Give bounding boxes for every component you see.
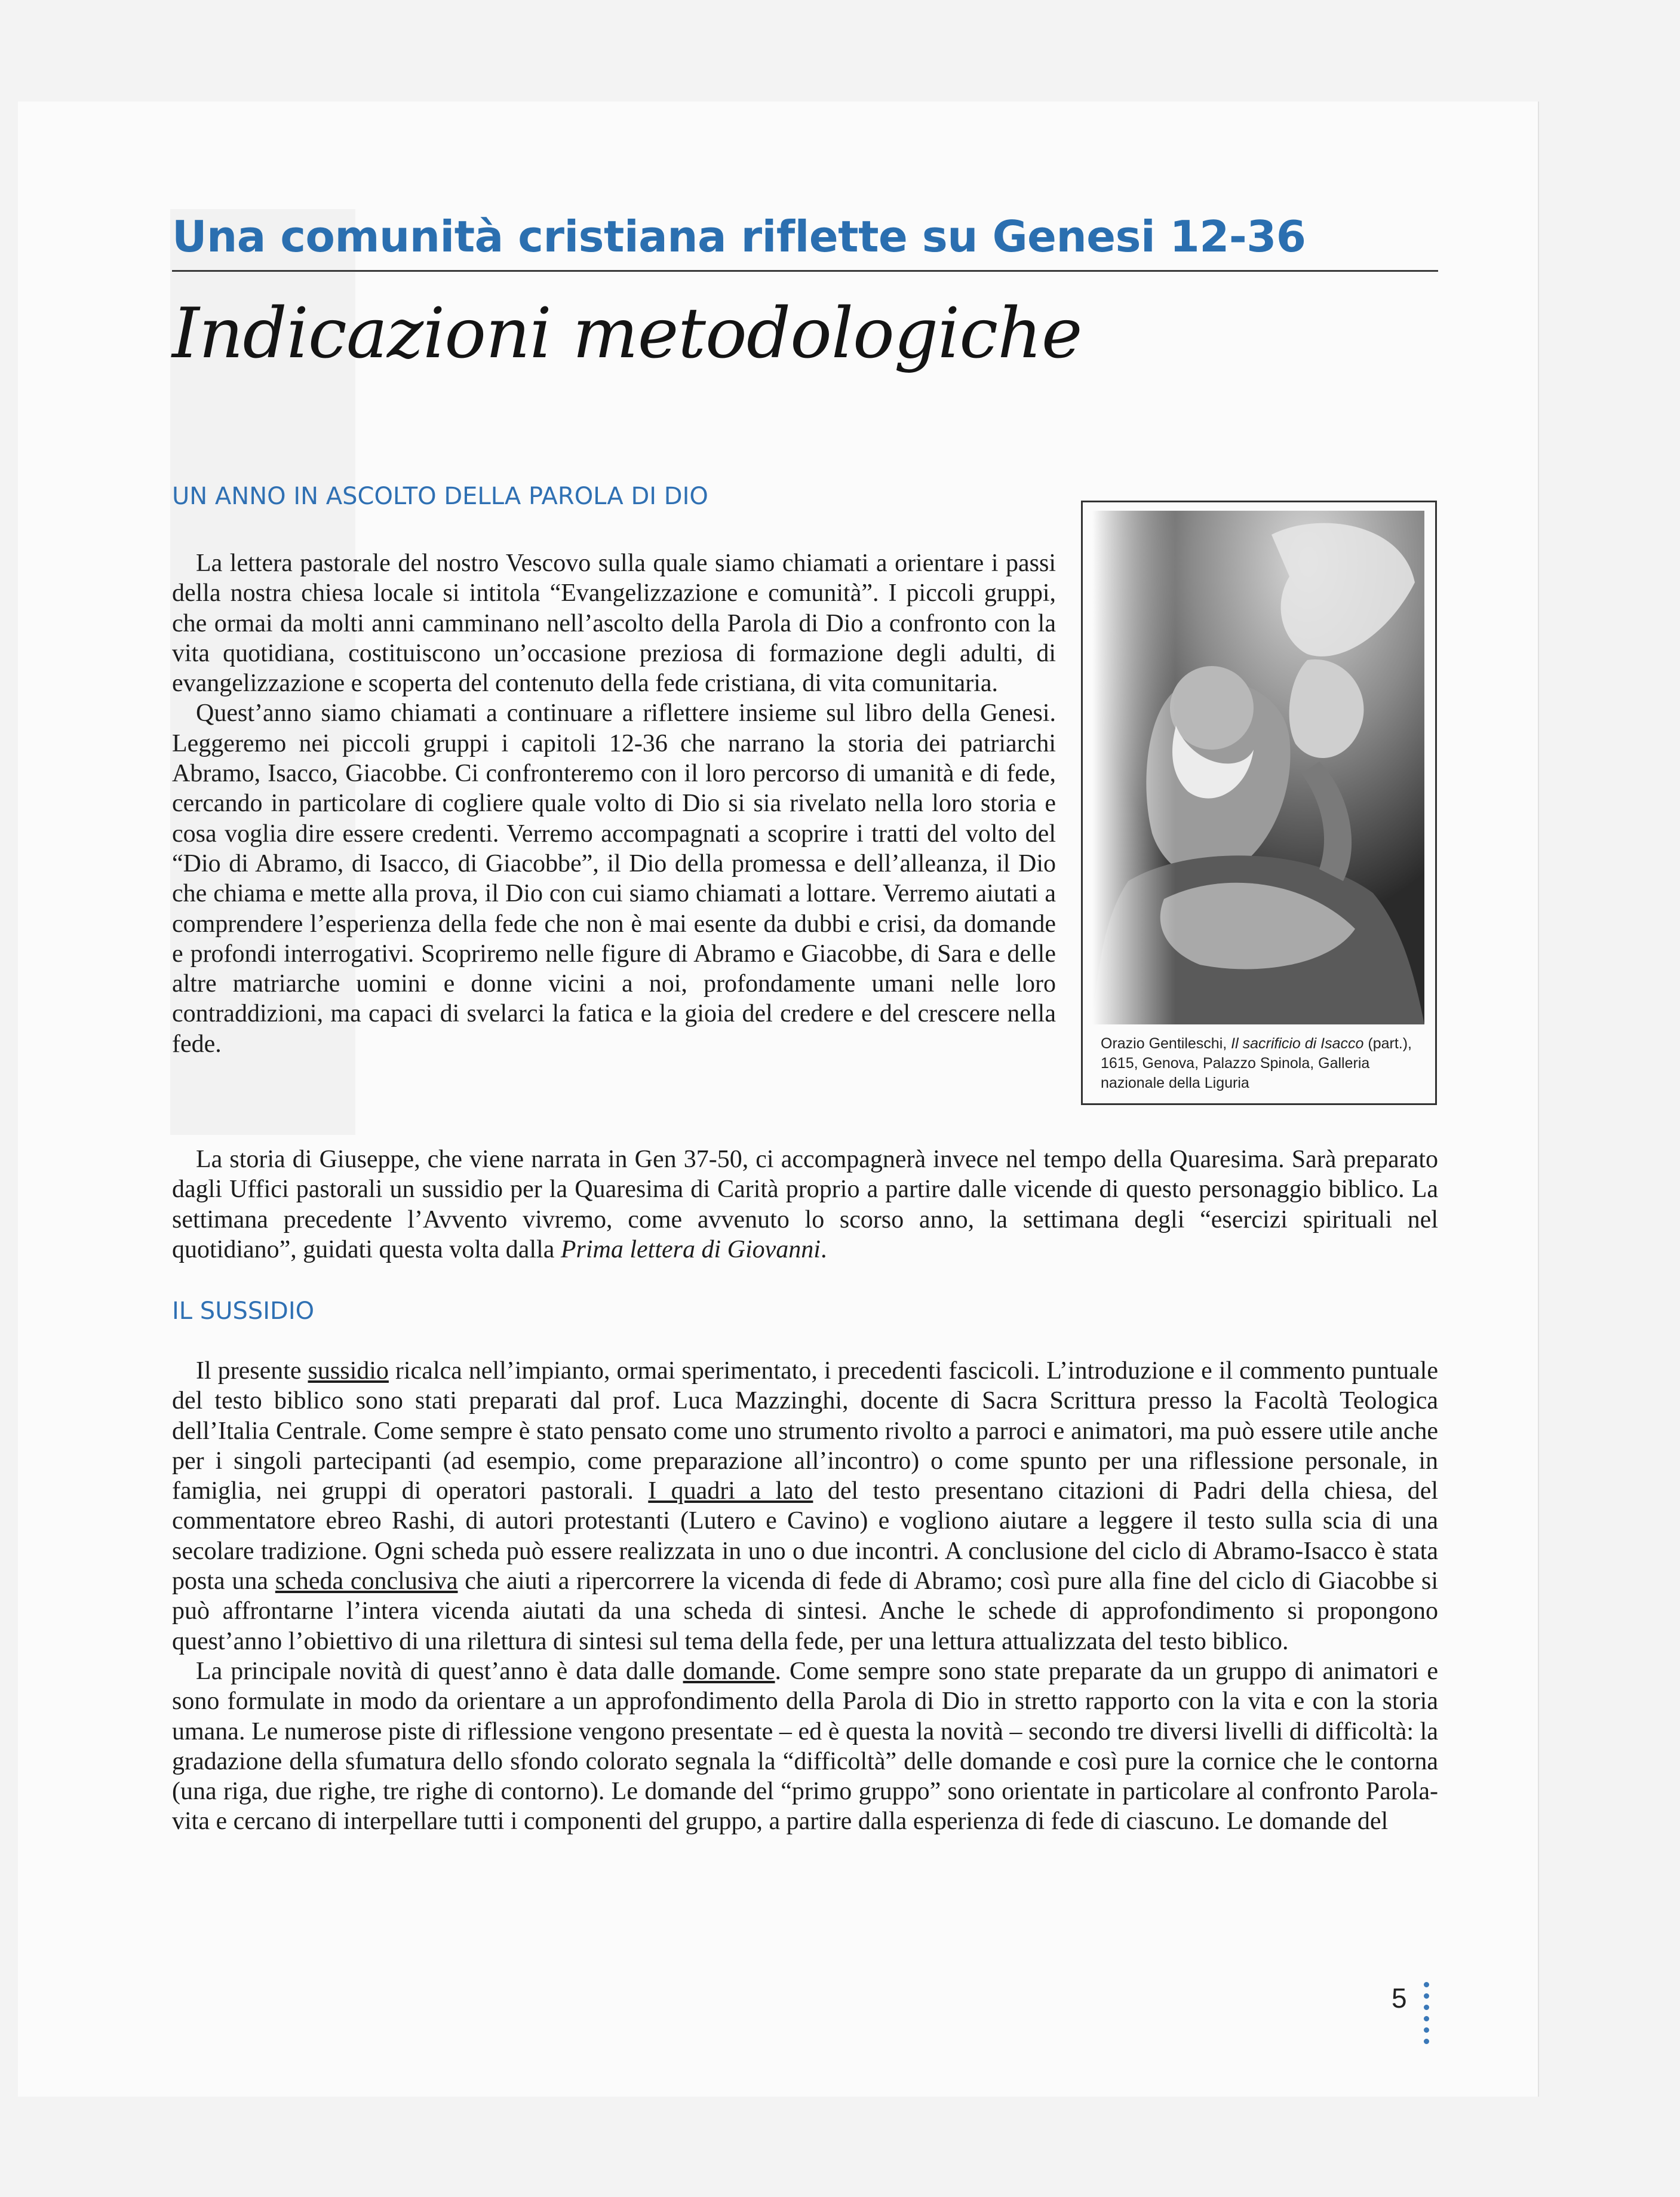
paragraph-end: .: [820, 1235, 827, 1263]
text-run: ricalca nell’impianto, ormai sperimentato, i precedenti fascicoli. L’introduzione e il commento puntuale del testo biblico sono stati preparati dal prof. Luca Mazzinghi, docente di Sacra Scrittura presso la Facoltà Teologica dell’Italia Centrale. Come sempre è stato pensato come uno strumento rivolto a parroci e animatori, ma può essere utile anche per i singoli partecipanti (ad esempio, come preparazione all’incontro) o come spunto per una riflessione personale, in famiglia, nei gruppi di operatori pastorali.: [172, 1357, 1438, 1505]
paragraph-text: La storia di Giuseppe, che viene narrata in Gen 37-50, ci accompagnerà invece nel tempo della Quaresima. Sarà preparato dagli Uffici pastorali un sussidio per la Quaresima di Carità proprio a partire dalle vicende di questo personaggio biblico. La settimana precedente l’Avvento vivremo, come avvenuto lo scorso anno, la settimana degli “esercizi spirituali nel quotidiano”, guidati questa volta dalla: [172, 1146, 1438, 1263]
paragraph: [172, 1144, 1438, 1265]
section-heading-anno: UN ANNO IN ASCOLTO DELLA PAROLA DI DIO: [172, 483, 708, 510]
painting-image: [1092, 511, 1424, 1024]
caption-work-title: Il sacrificio di Isacco: [1231, 1035, 1364, 1052]
title-divider: [172, 270, 1438, 272]
series-title: Una comunità cristiana riflette su Genesi 12-36: [172, 211, 1306, 262]
text-run: La principale novità di quest’anno è data dalle: [196, 1657, 683, 1685]
caption-details: (part.), 1615, Genova, Palazzo Spinola, Galleria nazionale della Liguria: [1101, 1035, 1412, 1091]
ornament-dot: [1424, 1993, 1429, 1999]
section-anno-body: [172, 548, 1056, 1059]
paragraph: La lettera pastorale del nostro Vescovo sulla quale siamo chiamati a orientare i passi della nostra chiesa locale si intitola “Evangelizzazione e comunità”. I piccoli gruppi, che ormai da molti anni camminano nell’ascolto della Parola di Dio a confronto con la vita quotidiana, costituiscono un’occasione preziosa di formazione degli adulti, di evangelizzazione e scoperta del contenuto della fede cristiana, di vita comunitaria.: [172, 550, 1056, 698]
section-heading-sussidio: IL SUSSIDIO: [172, 1297, 315, 1325]
text-run: . Come sempre sono state preparate da un gruppo di animatori e sono formulate in modo da orientare a un approfondimento della Parola di Dio in stretto rapporto con la vita e con la storia umana. Le numerose piste di riflessione vengono presentate – ed è questa la novità – secondo tre diversi livelli di difficoltà: la gradazione della sfumatura dello sfondo colorato segnala la “difficoltà” delle domande e così pure la cornice che le contorna (una riga, due righe, tre righe di contorno). Le domande del “primo gruppo” sono orientate in particolare al confronto Parola-vita e cercano di interpellare tutti i componenti del gruppo, a partire dalla esperienza di fede di ciascuno. Le domande del: [172, 1657, 1438, 1836]
text-run: del testo presentano citazioni di Padri della chiesa, del commentatore ebreo Rashi, di autori protestanti (Lutero e Cavino) e vogliono aiutare a leggere il testo sulla scia di una secolare tradizione. Ogni scheda può essere realizzata in uno o due incontri. A conclusione del ciclo di Abramo-Isacco è stata posta una: [172, 1477, 1439, 1595]
paragraph: [172, 1356, 1438, 1656]
scheda-conclusiva-link: scheda conclusiva: [275, 1567, 458, 1595]
paragraph: [172, 1656, 1438, 1837]
page-title: Indicazioni metodologiche: [172, 293, 1082, 374]
quadri-a-lato-link: I quadri a lato: [648, 1477, 813, 1505]
page-number: 5: [1392, 1983, 1407, 2014]
text-run: Il presente: [196, 1357, 308, 1385]
paragraph: Quest’anno siamo chiamati a continuare a riflettere insieme sul libro della Genesi. Leggeremo nei piccoli gruppi i capitoli 12-36 che narrano la storia dei patriarchi Abramo, Isacco, Giacobbe. Ci confronteremo con il loro percorso di umanità e di fede, cercando in particolare di cogliere quale volto di Dio si sia rivelato nella loro storia e cosa voglia dire essere credenti. Verremo accompagnati a scoprire i tratti del volto del “Dio di Abramo, di Isacco, di Giacobbe”, il Dio della promessa e dell’alleanza, il Dio che chiama e mette alla prova, il Dio con cui siamo chiamati a lottare. Verremo aiutati a comprendere l’esperienza della fede che non è mai esente da dubbi e crisi, da domande e profondi interrogativi. Scopriremo nelle figure di Abramo e Giacobbe, di Sara e delle altre matriarche uomini e donne vicini a noi, profondamente umani nelle loro contraddizioni, ma capaci di svelarci la fatica e la gioia del credere e del crescere nella fede.: [172, 699, 1056, 1058]
figure-caption: [1101, 1034, 1417, 1093]
ornament-dot: [1424, 2016, 1429, 2021]
ornament-dot: [1424, 2027, 1429, 2033]
section-anno-body-wide: [172, 1144, 1438, 1265]
sussidio-link: sussidio: [308, 1357, 389, 1385]
ornament-dot: [1424, 2005, 1429, 2010]
ornament-dot: [1424, 1982, 1429, 1987]
page-dots-ornament: [1424, 1982, 1430, 2050]
caption-author: Orazio Gentileschi,: [1101, 1035, 1231, 1052]
book-title: Prima lettera di Giovanni: [560, 1235, 821, 1263]
section-sussidio-body: [172, 1356, 1438, 1837]
figure-box: [1081, 501, 1437, 1105]
text-run: che aiuti a ripercorrere la vicenda di fede di Abramo; così pure alla fine del ciclo di Giacobbe si può affrontarne l’intera vicenda aiutati da una scheda di sintesi. Anche le schede di approfondimento si propongono quest’anno l’obiettivo di una rilettura di sintesi sul tema della fede, per una lettura attualizzata del testo biblico.: [172, 1567, 1438, 1655]
page-header: [172, 212, 1438, 372]
ornament-dot: [1424, 2039, 1429, 2044]
domande-link: domande: [683, 1657, 775, 1685]
